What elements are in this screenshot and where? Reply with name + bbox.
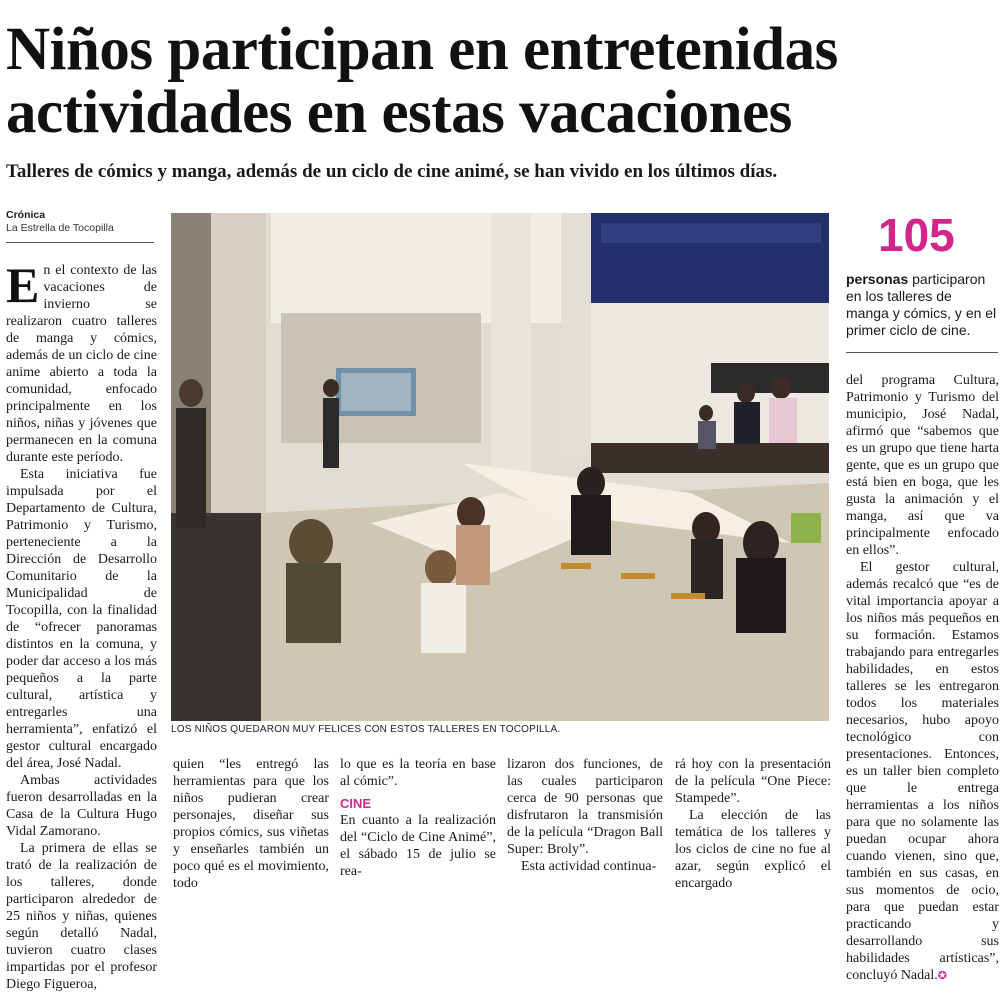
stat-divider (846, 352, 998, 353)
photo-caption: LOS NIÑOS QUEDARON MUY FELICES CON ESTOS TALLERES EN TOCOPILLA. (171, 724, 561, 735)
article-paragraph: del programa Cultura, Patrimonio y Turismo del municipio, José Nadal, afirmó que “sabemos que es un grupo que tiene harta gente, que es un grupo que está bien en boga, que les gusta la animación y el manga, así que va principalmente enfocado en ellos”. (846, 373, 999, 558)
article-column-2 (173, 756, 329, 892)
end-mark-icon: ✪ (937, 970, 947, 982)
article-paragraph: En el contexto de las vacaciones de invierno se realizaron cuatro talleres de manga y cómics, además de un ciclo de cine anime abierto a toda la comunidad, enfocado principalmente en los niños, niñas y jóvenes que permanecen en la comuna durante este período. (6, 257, 157, 465)
stat-lead: personas (846, 271, 909, 287)
drop-cap: E (6, 257, 40, 313)
cine-subheading: CINE (340, 796, 372, 811)
article-column-1 (6, 257, 157, 993)
subheadline: Talleres de cómics y manga, además de un ciclo de cine animé, se han vivido en los últimos días. (6, 161, 778, 182)
article-paragraph: lo que es la teoría en base al cómic”. (340, 757, 496, 789)
article-column-6 (846, 372, 999, 985)
article-paragraph: En cuanto a la realización del “Ciclo de Cine Animé”, el sábado 15 de julio se rea- (340, 813, 496, 879)
article-paragraph: lizaron dos funciones, de las cuales participaron cerca de 90 personas que disfrutaron la transmisión de la película “Dragon Ball Super: Broly”. (507, 757, 663, 857)
article-photo (171, 213, 829, 721)
article-paragraph: Esta actividad continua- (521, 859, 657, 874)
article-paragraph: La elección de las temática de los talleres y los ciclos de cine no fue al azar, según explicó el encargado (675, 808, 831, 891)
classroom-photo (171, 213, 829, 721)
stat-description (846, 271, 998, 339)
section-label: Crónica (6, 209, 46, 221)
article-paragraph: La primera de ellas se trató de la realización de los talleres, donde participaron alrededor de 25 niños y niñas, quienes según detalló Nadal, tuvieron cuatro clases impartidas por el profesor Diego Figueroa, (6, 841, 157, 992)
stat-number: 105 (878, 209, 955, 261)
byline-divider (6, 242, 154, 243)
byline-source: La Estrella de Tocopilla (6, 222, 114, 234)
article-column-4 (507, 756, 663, 875)
stat-text: participaron en los talleres de manga y cómics, y en el primer ciclo de cine. (846, 271, 997, 338)
article-paragraph: rá hoy con la presentación de la película “One Piece: Stampede”. (675, 757, 831, 806)
headline: Niños participan en entretenidas actividades en estas vacaciones (6, 16, 838, 146)
article-paragraph: Esta iniciativa fue impulsada por el Departamento de Cultura, Patrimonio y Turismo, perteneciente a la Dirección de Desarrollo Comunitario de la Municipalidad de Tocopilla, con la finalidad de “ofrecer panoramas distintos en la comuna, y poder dar acceso a los más pequeños a la parte cultural, artística y entregarles una herramienta”, enfatizó el gestor cultural encargado del área, José Nadal. (6, 467, 157, 771)
article-column-5 (675, 756, 831, 892)
article-column-3 (340, 756, 496, 880)
article-paragraph: Ambas actividades fueron desarrolladas en la Casa de la Cultura Hugo Vidal Zamorano. (6, 773, 157, 839)
article-paragraph: El gestor cultural, además recalcó que “es de vital importancia apoyar a los niños más pequeños en su formación. Estamos trabajando para entregarles habilidades, en estos talleres se les entregaron todos los materiales necesarios, hubo apoyo tecnológico con presentaciones. Entonces, es un taller bien completo que le entrega herramientas a los niños para que no solamente las puedan ocupar ahora cuando vienen, sino que, también en sus casas, en sus momentos de ocio, para que puedan estar practicando y desarrollando sus habilidades artísticas”, concluyó Nadal.✪ (846, 560, 999, 983)
article-paragraph: quien “les entregó las herramientas para que los niños pudieran crear personajes, diseñar sus propios cómics, sus viñetas y enseñarles también un poco qué es el movimiento, todo (173, 757, 329, 891)
